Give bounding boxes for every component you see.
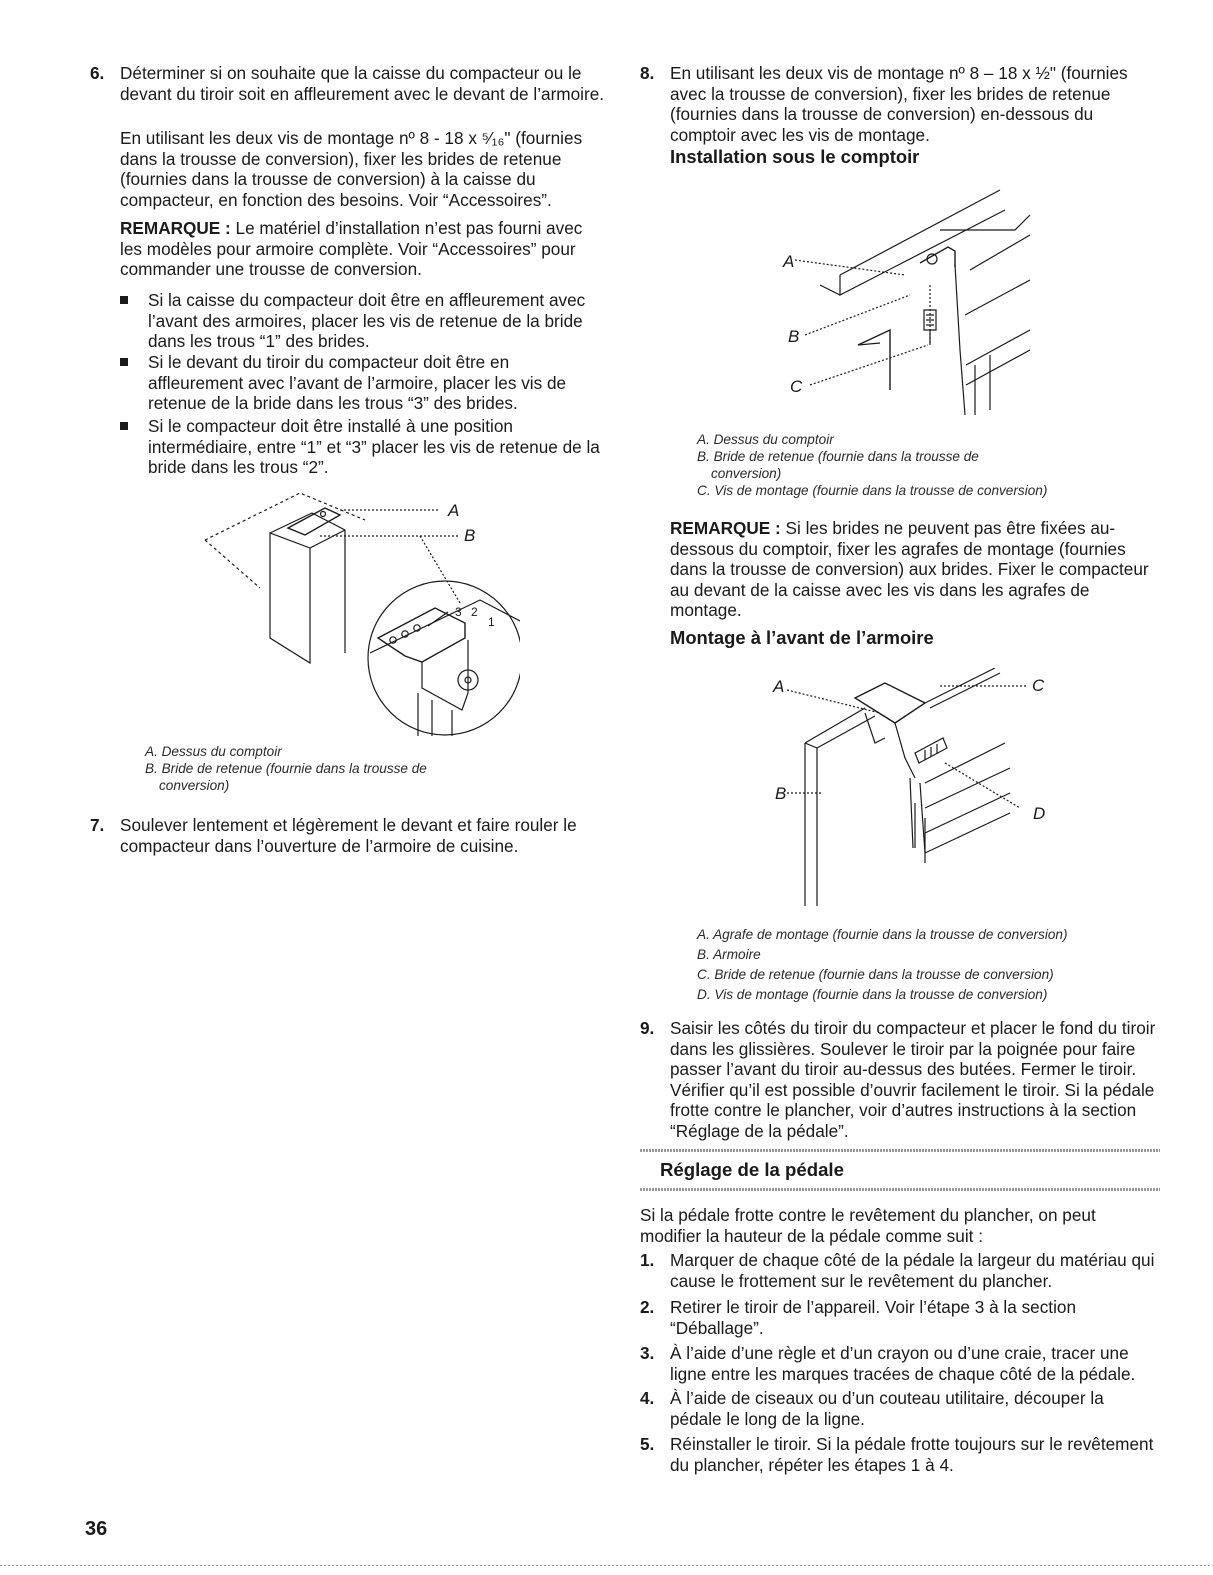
bullet-item (120, 416, 605, 478)
label-a: A (783, 252, 795, 271)
note-under-counter (670, 518, 1160, 621)
caption-b: B. Bride de retenue (fournie dans la trousse de (145, 761, 427, 776)
page-number: 36 (85, 1518, 108, 1540)
step-number: 6. (90, 63, 105, 83)
step-7 (90, 815, 605, 856)
label-a: A (773, 677, 785, 696)
section-rule-bottom (640, 1188, 1160, 1191)
step-number: 3. (640, 1343, 655, 1363)
pedal-step-2 (640, 1297, 1160, 1338)
section-title: Réglage de la pédale (660, 1159, 844, 1180)
caption-a: A. Dessus du comptoir (697, 432, 834, 447)
step-text: Soulever lentement et légèrement le devant et faire rouler le compacteur dans l’ouverture de l’armoire de cuisine. (120, 815, 577, 856)
bracket-illustration (200, 488, 520, 738)
step-text: Réinstaller le tiroir. Si la pédale frotte toujours sur le revêtement du plancher, répéter les étapes 1 à 4. (670, 1434, 1154, 1475)
step-text: Déterminer si on souhaite que la caisse du compacteur ou le devant du tiroir soit en affleurement avec le devant de l’armoire. (120, 63, 605, 104)
caption-a: A. Dessus du comptoir (145, 744, 282, 759)
figure-1-caption (145, 743, 605, 794)
step-text: Retirer le tiroir de l’appareil. Voir l’étape 3 à la section “Déballage”. (670, 1297, 1077, 1338)
caption-d: D. Vis de montage (fournie dans la trousse de conversion) (697, 987, 1048, 1002)
hole-label-3: 3 (455, 605, 462, 619)
caption-b-cont: conversion) (159, 778, 230, 793)
note-label: REMARQUE : (670, 518, 781, 538)
step-6-paragraph: En utilisant les deux vis de montage nº 8 - 18 x ⁵⁄₁₆" (fournies dans la trousse de conversion), fixer les brides de retenue (fournies dans la trousse de conversion) à la caisse du compacteur, en fonction des besoins. Voir “Accessoires”. (120, 128, 583, 210)
under-counter-illustration (780, 185, 1040, 420)
step-number: 5. (640, 1434, 655, 1454)
step-number: 4. (640, 1388, 655, 1408)
label-b: B (775, 784, 787, 803)
step-6-note (120, 218, 605, 280)
subheading-cabinet-front: Montage à l’avant de l’armoire (670, 627, 934, 648)
bullet-marker (120, 296, 128, 304)
pedal-step-4 (640, 1388, 1160, 1429)
figure-bracket-on-compactor (200, 488, 520, 738)
caption-a: A. Agrafe de montage (fournie dans la trousse de conversion) (697, 927, 1068, 942)
pedal-step-3 (640, 1343, 1160, 1384)
step-9 (640, 1018, 1160, 1142)
label-b: B (464, 526, 476, 545)
bullet-text: Si le devant du tiroir du compacteur doit être en affleurement avec l’avant de l’armoire, placer les vis de retenue de la bride dans les trous “3” des brides. (148, 352, 567, 414)
step-number: 2. (640, 1297, 655, 1317)
note-text: Le matériel d’installation n’est pas fourni avec les modèles pour armoire complète. Voir “Accessoires” pour commander une trousse de conversion. (120, 218, 583, 280)
bullet-item (120, 352, 605, 414)
bullet-text: Si la caisse du compacteur doit être en affleurement avec l’avant des armoires, placer les vis de retenue de la bride dans les trous “1” des brides. (148, 290, 586, 352)
step-text: À l’aide d’une règle et d’un crayon ou d’une craie, tracer une ligne entre les marques tracées de chaque côté de la pédale. (670, 1343, 1136, 1384)
label-c: C (790, 377, 803, 396)
caption-c: C. Bride de retenue (fournie dans la trousse de conversion) (697, 967, 1054, 982)
hole-label-2: 2 (471, 605, 478, 619)
step-text: À l’aide de ciseaux ou d’un couteau utilitaire, découper la pédale le long de la ligne. (670, 1388, 1104, 1429)
bullet-text: Si le compacteur doit être installé à une position intermédiaire, entre “1” et “3” placer les vis de retenue de la bride dans les trous “2”. (148, 416, 600, 478)
label-b: B (788, 327, 800, 346)
note-label: REMARQUE : (120, 218, 231, 238)
caption-c: C. Vis de montage (fournie dans la trousse de conversion) (697, 483, 1048, 498)
label-d: D (1033, 804, 1046, 823)
label-c: C (1032, 676, 1045, 695)
caption-b: B. Bride de retenue (fournie dans la trousse de (697, 449, 979, 464)
figure-2-caption (697, 431, 1160, 499)
figure-under-counter (780, 185, 1040, 420)
bullet-marker (120, 358, 128, 366)
bottom-rule (0, 1565, 1213, 1566)
step-number: 8. (640, 63, 655, 83)
label-a: A (448, 501, 460, 520)
section-pedal-adjustment-header (640, 1149, 1160, 1191)
pedal-step-1 (640, 1250, 1160, 1291)
caption-b: B. Armoire (697, 947, 761, 962)
caption-b-cont: conversion) (711, 466, 782, 481)
note-text: Si les brides ne peuvent pas être fixées au-dessous du comptoir, fixer les agrafes de montage (fournies dans la trousse de conversion) aux brides. Fixer le compacteur au devant de la caisse avec les vis dans les agrafes de montage. (670, 518, 1149, 621)
hole-label-1: 1 (488, 615, 495, 629)
step-number: 1. (640, 1250, 655, 1270)
figure-3-caption (697, 925, 1160, 1005)
bullet-item (120, 290, 605, 352)
pedal-step-5 (640, 1434, 1160, 1475)
section-intro: Si la pédale frotte contre le revêtement du plancher, on peut modifier la hauteur de la pédale comme suit : (640, 1205, 1096, 1246)
subheading-under-counter: Installation sous le comptoir (670, 146, 920, 167)
step-number: 7. (90, 815, 105, 835)
bullet-marker (120, 422, 128, 430)
step-8 (640, 63, 1160, 145)
step-6 (90, 63, 605, 104)
step-text: Marquer de chaque côté de la pédale la largeur du matériau qui cause le frottement sur le revêtement du plancher. (670, 1250, 1155, 1291)
step-text: En utilisant les deux vis de montage nº 8 – 18 x ½" (fournies avec la trousse de conversion), fixer les brides de retenue (fournies dans la trousse de conversion) en-dessous du comptoir avec les vis de montage. (670, 63, 1128, 145)
figure-cabinet-front (765, 668, 1065, 913)
cabinet-front-illustration (765, 668, 1065, 913)
step-number: 9. (640, 1018, 655, 1038)
step-text: Saisir les côtés du tiroir du compacteur et placer le fond du tiroir dans les glissières. Soulever le tiroir par la poignée pour faire passer l’avant du tiroir au-dessus des butées. Fermer le tiroir. Vérifier qu’il est possible d’ouvrir facilement le tiroir. Si la pédale frotte contre le plancher, voir d’autres instructions à la section “Réglage de la pédale”. (670, 1018, 1156, 1141)
